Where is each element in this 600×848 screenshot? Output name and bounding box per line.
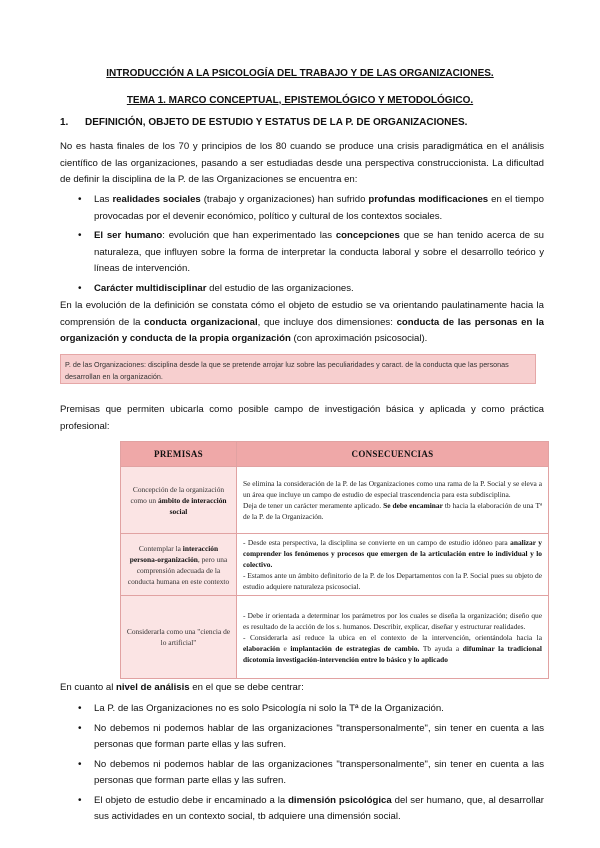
bullet-icon: • <box>78 194 82 205</box>
premise-cell: Considerarla como una "ciencia de lo artificial" <box>121 596 237 679</box>
premise-cell: Concepción de la organización como un ámbito de interacción social <box>121 467 237 534</box>
consequence-cell: Se elimina la consideración de la P. de las Organizaciones como una rama de la P. Social y se eleva a un área que incluye un campo de estudio de especial trascendencia para esta subdisciplina. Deja de tener un carácter meramente aplicado. Se debe encaminar tb hacia la elaboración de una Tª de la P. de la Organización. <box>237 467 549 534</box>
table-row <box>121 467 549 534</box>
table-header-row <box>121 442 549 467</box>
bullet-icon: • <box>78 282 82 294</box>
list-item: • No debemos ni podemos hablar de las organizaciones "transpersonalmente", sin tener en cuenta a las personas que forman parte ellas y las sufren. <box>78 758 544 786</box>
premise-cell: Contemplar la interacción persona-organización, pero una comprensión adecuada de la conducta humana en este contexto <box>121 534 237 596</box>
bullet-icon: • <box>78 722 82 734</box>
section-heading-text: DEFINICIÓN, OBJETO DE ESTUDIO Y ESTATUS DE LA P. DE ORGANIZACIONES. <box>85 117 468 128</box>
column-header-consecuencias: CONSECUENCIAS <box>237 442 549 467</box>
list-item: • Las realidades sociales (trabajo y organizaciones) han sufrido profundas modificaciones en el tiempo provocadas por el devenir económico, político y cultural de los contextos sociales. <box>78 194 544 222</box>
list-item: • No debemos ni podemos hablar de las organizaciones "transpersonalmente", sin tener en cuenta a las personas que forman parte ellas y las sufren. <box>78 722 544 750</box>
list-item: • La P. de las Organizaciones no es solo Psicología ni solo la Tª de la Organización. <box>60 701 544 718</box>
premises-intro: Premisas que permiten ubicarla como posible campo de investigación básica y aplicada y como práctica profesional: <box>60 404 544 432</box>
column-header-premisas: PREMISAS <box>121 442 237 467</box>
evolution-paragraph: En la evolución de la definición se constata cómo el objeto de estudio se va orientando paulatinamente hacia la comprensión de la conducta organizacional, que incluye dos dimensiones: conducta de las personas en la organización y conducta de la propia organización (con aproximación psicosocial). <box>60 300 545 344</box>
section-number: 1. <box>60 117 69 128</box>
intro-paragraph: No es hasta finales de los 70 y principios de los 80 cuando se produce una crisis paradigmática en el análisis científico de las organizaciones, pasando a ser estudiadas desde una perspectiva construccionista. La dificultad de definir la disciplina de la P. de las Organizaciones se encuentra en: <box>60 141 544 185</box>
list-item: • El ser humano: evolución que han experimentado las concepciones que se han tenido acerca de su naturaleza, que influyen sobre la forma de interpretar la conducta laboral y sobre el desarrollo teórico y líneas de intervención. <box>78 230 545 274</box>
difficulties-list <box>60 192 544 300</box>
bullet-icon: • <box>78 794 82 806</box>
bullet-icon: • <box>78 758 82 770</box>
premises-table <box>120 441 549 679</box>
consequence-cell: - Desde esta perspectiva, la disciplina se convierte en un campo de estudio idóneo para analizar y comprender los fenómenos y procesos que emergen de la articulación entre lo individual y lo colectivo. - Estamos ante un ámbito definitorio de la P. de los Departamentos con la P. Social pues su objeto de estudio adquiere naturaleza psicosocial. <box>237 534 549 596</box>
table-row <box>121 534 549 596</box>
definition-callout: P. de las Organizaciones: disciplina desde la que se pretende arrojar luz sobre las peculiaridades y caract. de la conducta que las personas desarrollan en la organización. <box>60 354 536 384</box>
bullet-icon: • <box>78 703 82 714</box>
consequence-cell: - Debe ir orientada a determinar los parámetros por los cuales se diseña la organización; diseño que es resultado de la acción de los s. humanos. Describir, explicar, diseñar y estructurar realidades. - Considerarla así reduce la ubica en el contexto de la intervención, orientándola hacia la elaboración e implantación de estrategias de cambio. Tb ayuda a difuminar la tradicional dicotomía investigación-intervención entre lo básico y lo aplicado <box>237 596 549 679</box>
list-item: • Carácter multidisciplinar del estudio de las organizaciones. <box>60 281 544 298</box>
table-row <box>121 596 549 679</box>
bullet-icon: • <box>78 230 82 241</box>
section-heading <box>60 117 467 128</box>
document-subtitle: TEMA 1. MARCO CONCEPTUAL, EPISTEMOLÓGICO Y METODOLÓGICO. <box>126 95 474 106</box>
document-title: INTRODUCCIÓN A LA PSICOLOGÍA DEL TRABAJO Y DE LAS ORGANIZACIONES. <box>106 68 494 79</box>
list-item: • El objeto de estudio debe ir encaminado a la dimensión psicológica del ser humano, que, al desarrollar sus actividades en un contexto social, tb adquiere una dimensión social. <box>78 794 545 822</box>
analysis-list <box>60 701 544 829</box>
analysis-paragraph: En cuanto al nivel de análisis en el que se debe centrar: <box>60 682 304 693</box>
